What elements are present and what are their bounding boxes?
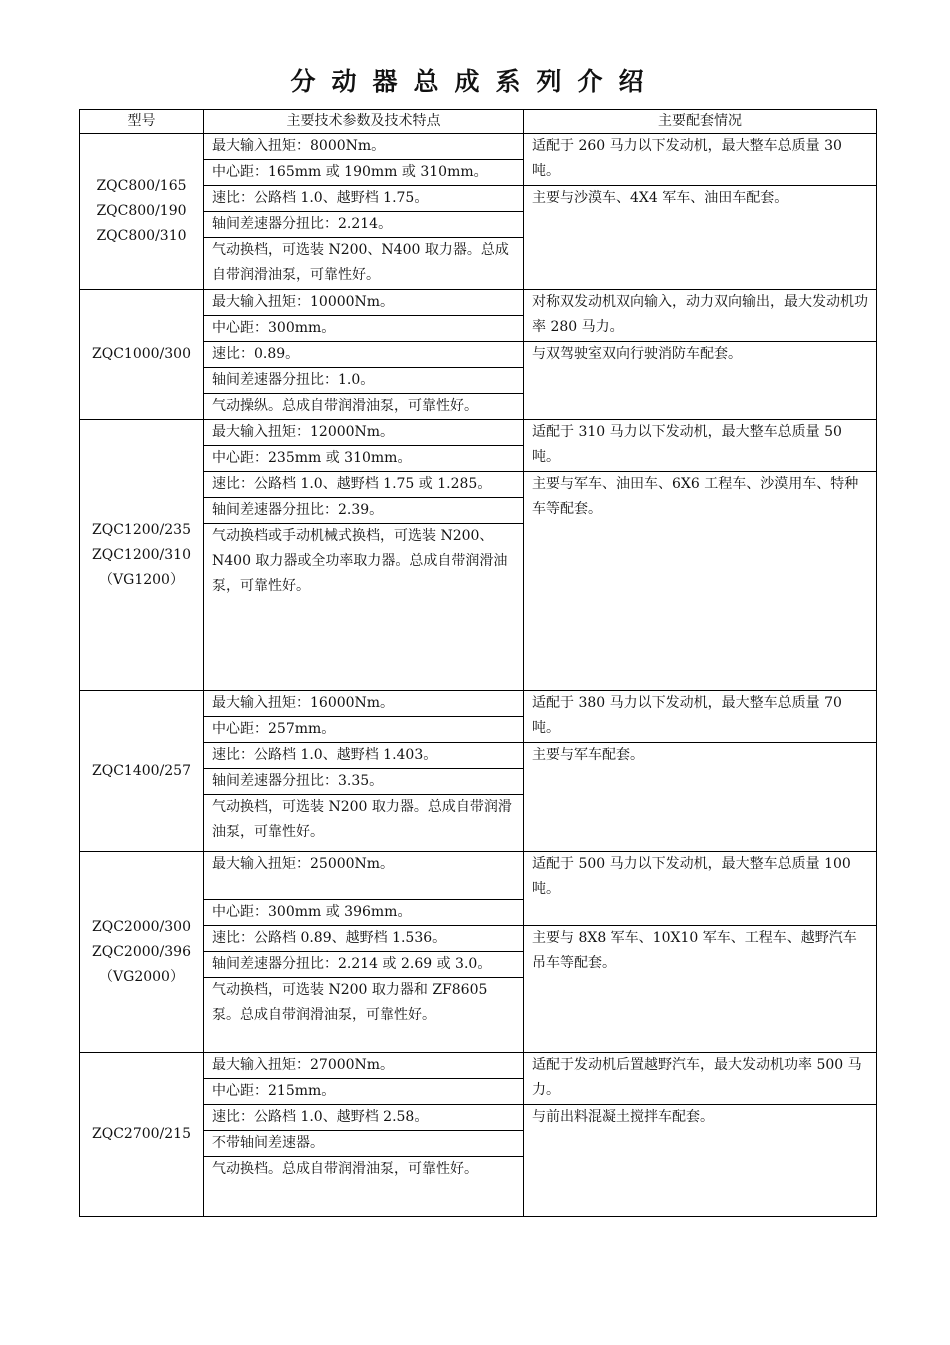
param-cell: 中心距：257mm。	[204, 717, 524, 743]
model-name: ZQC800/165	[96, 178, 187, 194]
param-cell: 最大输入扭矩：10000Nm。	[204, 290, 524, 316]
param-cell: 气动换档，可选装 N200 取力器和 ZF8605 泵。总成自带润滑油泵，可靠性好。	[204, 978, 524, 1053]
param-cell: 速比：公路档 1.0、越野档 1.75。	[204, 186, 524, 212]
model-name: ZQC800/310	[96, 228, 187, 244]
application-cell: 适配于 380 马力以下发动机，最大整车总质量 70 吨。	[524, 691, 877, 743]
table-row	[80, 420, 877, 446]
model-name: ZQC1200/235	[92, 521, 191, 538]
header-applications: 主要配套情况	[524, 110, 877, 134]
param-cell: 轴间差速器分扭比：2.214。	[204, 212, 524, 238]
transfer-case-table	[79, 109, 877, 1217]
param-cell: 气动换档或手动机械式换档，可选装 N200、N400 取力器或全功率取力器。总成自带润滑油泵，可靠性好。	[204, 524, 524, 691]
param-cell: 中心距：215mm。	[204, 1079, 524, 1105]
param-cell: 轴间差速器分扭比：2.39。	[204, 498, 524, 524]
application-cell: 主要与军车配套。	[524, 743, 877, 852]
model-name: （VG2000）	[99, 968, 184, 985]
table-row	[80, 134, 877, 160]
application-cell: 与双驾驶室双向行驶消防车配套。	[524, 342, 877, 420]
model-name: ZQC1200/310	[92, 546, 191, 563]
param-cell: 中心距：300mm。	[204, 316, 524, 342]
model-name: ZQC2700/215	[92, 1126, 191, 1142]
param-cell: 最大输入扭矩：25000Nm。	[204, 852, 524, 900]
application-cell: 适配于 500 马力以下发动机，最大整车总质量 100 吨。	[524, 852, 877, 926]
model-name: ZQC1000/300	[92, 346, 191, 362]
document-title: 分动器总成系列介绍	[290, 67, 660, 96]
table-header-row	[80, 110, 877, 134]
param-cell: 轴间差速器分扭比：2.214 或 2.69 或 3.0。	[204, 952, 524, 978]
param-cell: 轴间差速器分扭比：3.35。	[204, 769, 524, 795]
table-row	[80, 691, 877, 717]
application-cell: 适配于 310 马力以下发动机，最大整车总质量 50 吨。	[524, 420, 877, 472]
param-cell: 最大输入扭矩：8000Nm。	[204, 134, 524, 160]
application-cell: 主要与沙漠车、4X4 军车、油田车配套。	[524, 186, 877, 290]
model-name: ZQC1400/257	[92, 762, 191, 779]
model-name: （VG1200）	[99, 571, 184, 588]
model-name: ZQC2000/300	[92, 918, 191, 935]
application-cell: 与前出料混凝土搅拌车配套。	[524, 1105, 877, 1217]
application-cell: 主要与 8X8 军车、10X10 军车、工程车、越野汽车吊车等配套。	[524, 926, 877, 1053]
model-cell	[80, 852, 204, 1053]
param-cell: 不带轴间差速器。	[204, 1131, 524, 1157]
param-cell: 气动操纵。总成自带润滑油泵，可靠性好。	[204, 394, 524, 420]
param-cell: 速比：公路档 0.89、越野档 1.536。	[204, 926, 524, 952]
param-cell: 速比：公路档 1.0、越野档 2.58。	[204, 1105, 524, 1131]
application-cell: 对称双发动机双向输入，动力双向输出，最大发动机功率 280 马力。	[524, 290, 877, 342]
model-name: ZQC800/190	[96, 203, 187, 219]
param-cell: 轴间差速器分扭比：1.0。	[204, 368, 524, 394]
model-cell	[80, 691, 204, 852]
param-cell: 最大输入扭矩：16000Nm。	[204, 691, 524, 717]
param-cell: 速比：公路档 1.0、越野档 1.403。	[204, 743, 524, 769]
param-cell: 速比：公路档 1.0、越野档 1.75 或 1.285。	[204, 472, 524, 498]
header-params: 主要技术参数及技术特点	[204, 110, 524, 134]
model-cell	[80, 1053, 204, 1217]
table-row	[80, 290, 877, 316]
param-cell: 气动换档。总成自带润滑油泵，可靠性好。	[204, 1157, 524, 1217]
param-cell: 中心距：165mm 或 190mm 或 310mm。	[204, 160, 524, 186]
application-cell: 适配于发动机后置越野汽车，最大发动机功率 500 马力。	[524, 1053, 877, 1105]
model-cell	[80, 134, 204, 290]
table-row	[80, 852, 877, 900]
param-cell: 气动换档，可选装 N200 取力器。总成自带润滑油泵，可靠性好。	[204, 795, 524, 852]
application-cell: 适配于 260 马力以下发动机，最大整车总质量 30 吨。	[524, 134, 877, 186]
model-cell	[80, 420, 204, 691]
param-cell: 中心距：235mm 或 310mm。	[204, 446, 524, 472]
param-cell: 最大输入扭矩：27000Nm。	[204, 1053, 524, 1079]
table-row	[80, 1053, 877, 1079]
application-cell: 主要与军车、油田车、6X6 工程车、沙漠用车、特种车等配套。	[524, 472, 877, 691]
header-model: 型号	[80, 110, 204, 134]
model-name: ZQC2000/396	[92, 943, 191, 960]
param-cell: 中心距：300mm 或 396mm。	[204, 900, 524, 926]
model-cell	[80, 290, 204, 420]
param-cell: 速比：0.89。	[204, 342, 524, 368]
param-cell: 气动换档，可选装 N200、N400 取力器。总成自带润滑油泵，可靠性好。	[204, 238, 524, 290]
param-cell: 最大输入扭矩：12000Nm。	[204, 420, 524, 446]
